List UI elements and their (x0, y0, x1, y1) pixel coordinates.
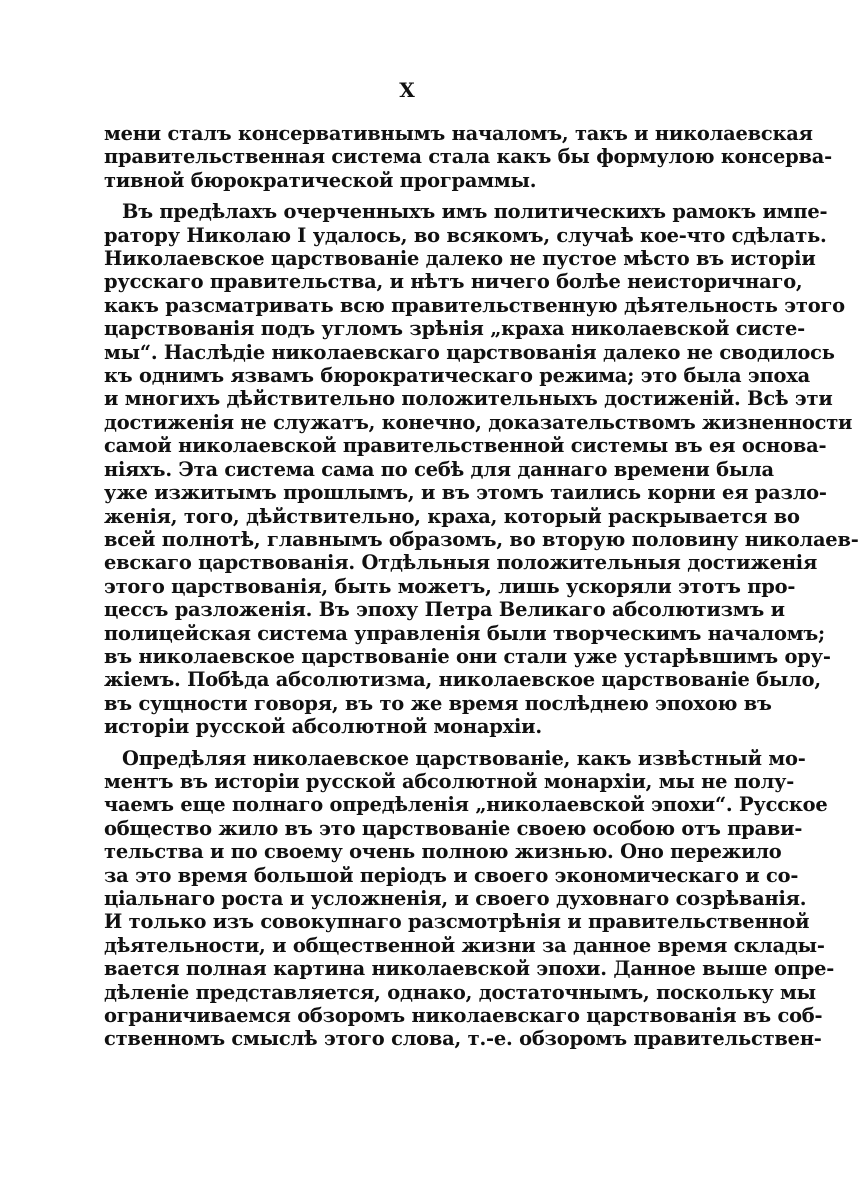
text-line: ментъ въ исторіи русской абсолютной монархіи, мы не полу- (104, 769, 795, 793)
text-line: И только изъ совокупнаго разсмотрѣнія и правительственной (104, 910, 810, 934)
text-line: и многихъ дѣйствительно положительныхъ достиженій. Всѣ эти (104, 387, 833, 411)
text-line: Въ предѣлахъ очерченныхъ имъ политическихъ рамокъ импе- (122, 200, 828, 224)
paragraph-3 (104, 746, 835, 1051)
text-line: дѣленіе представляется, однако, достаточнымъ, поскольку мы (104, 980, 816, 1004)
text-line: исторіи русской абсолютной монархіи. (104, 715, 542, 739)
text-line: царствованія подъ угломъ зрѣнія „краха николаевской систе- (104, 317, 805, 341)
text-line: достиженія не служатъ, конечно, доказательствомъ жизненности (104, 410, 853, 434)
text-line: какъ разсматривать всю правительственную дѣятельность этого (104, 293, 845, 317)
text-line: общество жило въ это царствованіе своею особою отъ прави- (104, 816, 803, 840)
text-line: мы“. Наслѣдіе николаевскаго царствованія далеко не сводилось (104, 340, 835, 364)
text-line: этого царствованія, быть можетъ, лишь ускоряли этотъ про- (104, 574, 796, 598)
text-line: евскаго царствованія. Отдѣльныя положительныя достиженія (104, 551, 818, 575)
book-page (104, 78, 859, 1051)
text-line: въ николаевское царствованіе они стали уже устарѣвшимъ ору- (104, 644, 831, 668)
text-line: вается полная картина николаевской эпохи. Данное выше опре- (104, 957, 835, 981)
paragraph-2 (104, 200, 859, 739)
text-line: къ однимъ язвамъ бюрократическаго режима; это была эпоха (104, 364, 810, 388)
text-line: Опредѣляя николаевское царствованіе, какъ извѣстный мо- (122, 746, 806, 770)
text-line: ціальнаго роста и усложненія, и своего духовнаго созрѣванія. (104, 887, 807, 910)
text-line: ственномъ смыслѣ этого слова, т.-е. обзоромъ правительствен- (104, 1027, 822, 1051)
text-line: ратору Николаю I удалось, во всякомъ, случаѣ кое-что сдѣлать. (104, 223, 827, 247)
text-line: всей полнотѣ, главнымъ образомъ, во вторую половину николаев- (104, 527, 859, 551)
text-line: въ сущности говоря, въ то же время послѣднею эпохою въ (104, 691, 772, 715)
text-line: русскаго правительства, и нѣтъ ничего болѣе неисторичнаго, (104, 270, 803, 294)
text-line: правительственная система стала какъ бы формулою консерва- (104, 145, 832, 169)
text-line: ніяхъ. Эта система сама по себѣ для даннаго времени была (104, 457, 774, 481)
text-line: Николаевское царствованіе далеко не пустое мѣсто въ исторіи (104, 247, 816, 271)
text-line: мени сталъ консервативнымъ началомъ, такъ и николаевская (104, 122, 813, 145)
text-line: уже изжитымъ прошлымъ, и въ этомъ таились корни ея разло- (104, 481, 827, 505)
text-line: самой николаевской правительственной системы въ ея основа- (104, 434, 827, 458)
text-line: чаемъ еще полнаго опредѣленія „николаевской эпохи“. Русское (104, 793, 828, 817)
paragraph-1 (104, 122, 832, 192)
text-line: дѣятельности, и общественной жизни за данное время склады- (104, 933, 825, 957)
page-number: X (399, 78, 415, 102)
text-line: ограничиваемся обзоромъ николаевскаго царствованія въ соб- (104, 1004, 823, 1028)
text-line: тивной бюрократической программы. (104, 168, 537, 192)
text-line: жіемъ. Побѣда абсолютизма, николаевское царствованіе было, (104, 668, 821, 692)
text-line: женія, того, дѣйствительно, краха, который раскрывается во (104, 504, 800, 528)
text-line: цессъ разложенія. Въ эпоху Петра Великаго абсолютизмъ и (104, 598, 785, 622)
text-line: полицейская система управленія были творческимъ началомъ; (104, 621, 825, 645)
text-line: за это время большой періодъ и своего экономическаго и со- (104, 863, 799, 887)
text-line: тельства и по своему очень полною жизнью. Оно пережило (104, 840, 782, 864)
